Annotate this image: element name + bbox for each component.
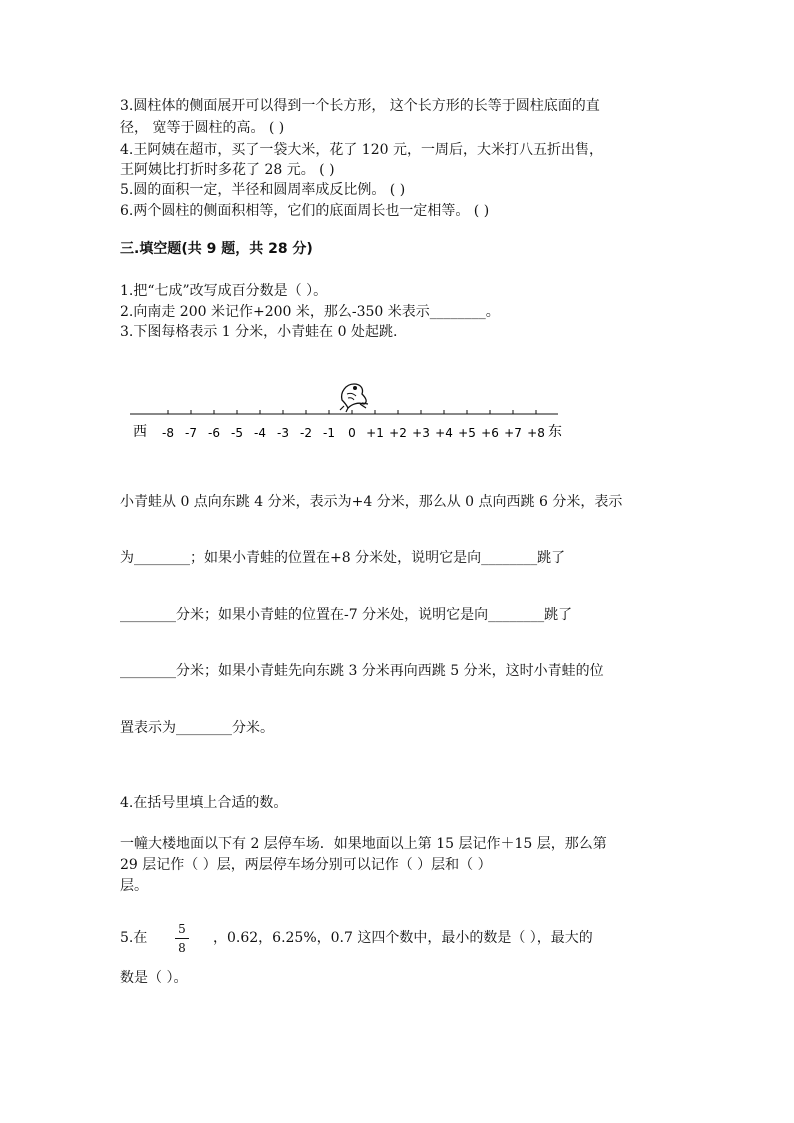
frog-para-line5: 置表示为________分米。 <box>120 720 274 736</box>
fill-q4-line1: 一幢大楼地面以下有 2 层停车场．如果地面以上第 15 层记作＋15 层，那么第 <box>120 836 607 852</box>
tick-label: +7 <box>504 426 522 440</box>
tick-label: +6 <box>481 426 499 440</box>
fill-q4-title: 4.在括号里填上合适的数。 <box>120 795 288 811</box>
tick-label: -8 <box>162 426 174 440</box>
tick-label: -6 <box>208 426 220 440</box>
fill-q4-line3: 层。 <box>120 878 148 894</box>
judge-q3-line2: 径， 宽等于圆柱的高。 ( ) <box>120 120 285 136</box>
tick-label: -7 <box>185 426 197 440</box>
tick-label: +8 <box>527 426 545 440</box>
number-line-figure <box>0 370 794 450</box>
frog-para-line2: 为________；如果小青蛙的位置在+8 分米处，说明它是向________跳了 <box>120 550 566 566</box>
judge-q4-line1: 4.王阿姨在超市，买了一袋大米，花了 120 元，一周后，大米打八五折出售， <box>120 142 603 158</box>
frog-para-line1: 小青蛙从 0 点向东跳 4 分米，表示为+4 分米，那么从 0 点向西跳 6 分米，表示 <box>120 494 623 510</box>
fraction-numerator: 5 <box>178 922 186 936</box>
tick-label: -5 <box>231 426 243 440</box>
judge-q4-line2: 王阿姨比打折时多花了 28 元。 ( ) <box>120 162 335 178</box>
tick-label: 0 <box>348 426 356 440</box>
tick-label: +1 <box>366 426 384 440</box>
frog-icon <box>340 384 368 412</box>
west-label: 西 <box>133 424 147 440</box>
fill-q2: 2.向南走 200 米记作+200 米，那么-350 米表示________。 <box>120 304 500 320</box>
fraction-denominator: 8 <box>178 941 186 955</box>
fraction-five-eighths <box>175 922 189 955</box>
tick-label: +5 <box>458 426 476 440</box>
fill-q4-line2: 29 层记作（ ）层，两层停车场分别可以记作（ ）层和（ ） <box>120 857 492 873</box>
tick-label: +4 <box>435 426 453 440</box>
tick-label: -3 <box>277 426 289 440</box>
fill-q1: 1.把“七成”改写成百分数是（ ）。 <box>120 283 328 299</box>
section-heading: 三.填空题(共 9 题，共 28 分) <box>120 241 313 257</box>
fill-q3: 3.下图每格表示 1 分米，小青蛙在 0 处起跳. <box>120 324 398 340</box>
east-label: 东 <box>548 424 562 440</box>
judge-q5: 5.圆的面积一定，半径和圆周率成反比例。 ( ) <box>120 182 406 198</box>
fill-q5-prefix: 5.在 <box>120 930 148 946</box>
judge-q6: 6.两个圆柱的侧面积相等，它们的底面周长也一定相等。 ( ) <box>120 203 490 219</box>
fill-q5-line2: 数是（ ）。 <box>120 970 188 986</box>
frog-para-line3: ________分米；如果小青蛙的位置在-7 分米处，说明它是向________跳了 <box>120 607 573 623</box>
frog-para-line4: ________分米；如果小青蛙先向东跳 3 分米再向西跳 5 分米，这时小青蛙的位 <box>120 663 604 679</box>
tick-label: +2 <box>389 426 407 440</box>
judge-q3-line1: 3.圆柱体的侧面展开可以得到一个长方形， 这个长方形的长等于圆柱底面的直 <box>120 98 600 114</box>
fill-q5-rest: ，0.62，6.25%，0.7 这四个数中，最小的数是（ ），最大的 <box>213 930 593 946</box>
tick-label: -1 <box>323 426 335 440</box>
tick-label: +3 <box>412 426 430 440</box>
tick-label: -2 <box>300 426 312 440</box>
tick-label: -4 <box>254 426 266 440</box>
